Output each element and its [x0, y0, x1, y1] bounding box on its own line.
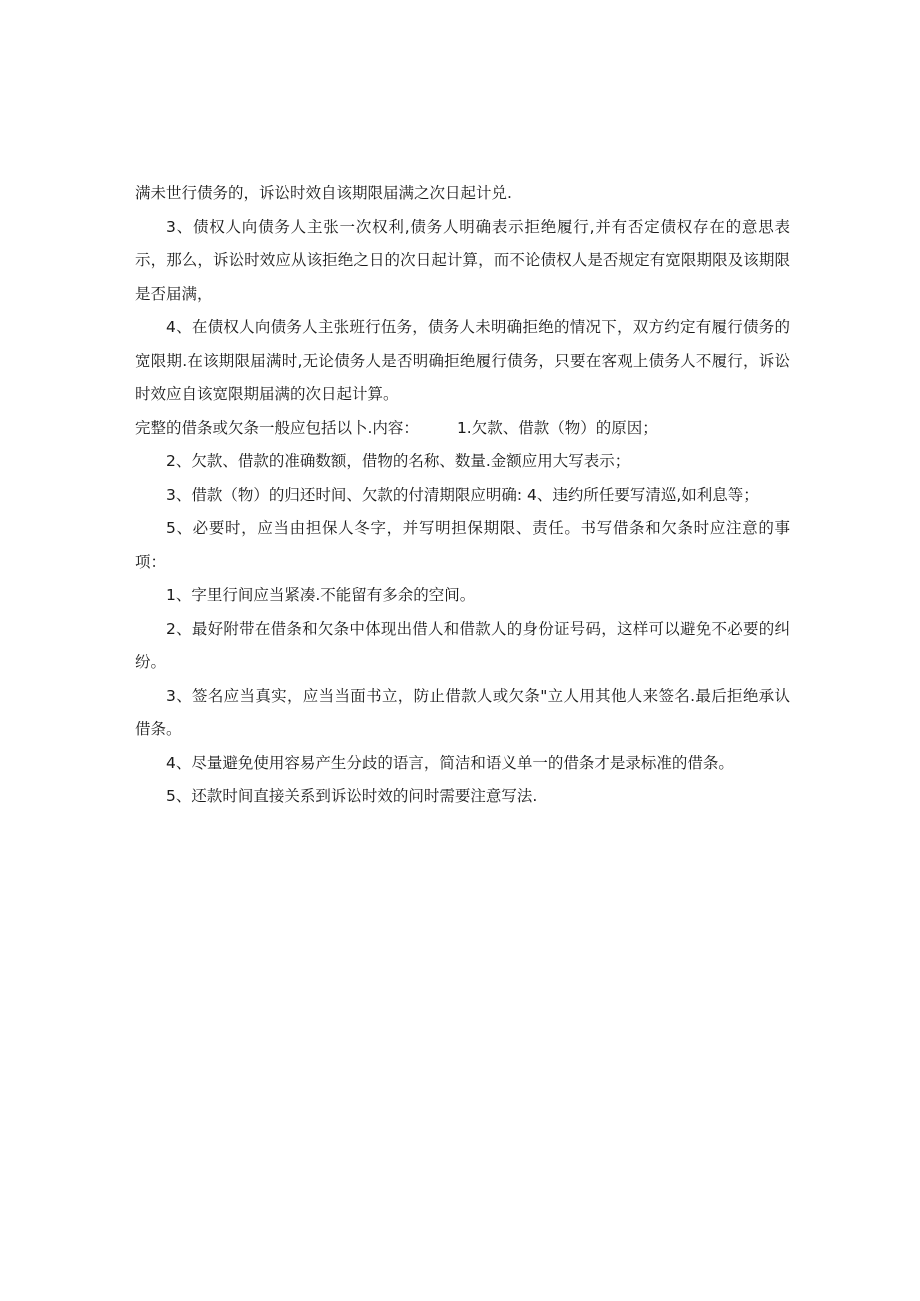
contents-item-1: 1.欠款、借款（物）的原因；: [456, 418, 658, 437]
paragraph-item-3-refusal: 3、债权人向债务人主张一次权利,债务人明确表示拒绝履行,并有否定债权存在的意思表示，那么，诉讼时效应从该拒绝之日的次日起计算，而不论债权人是否规定有宽限期限及该期限是否届满，: [135, 217, 790, 303]
paragraph-note-3: 3、签名应当真实，应当当面书立，防止借款人或欠条"立人用其他人来签名.最后拒绝承认借条。: [135, 686, 790, 738]
document-body: [135, 177, 790, 814]
paragraph-contents-item-5: 5、必要时，应当由担保人冬字，并写明担保期限、责任。书写借条和欠条时应注意的事项：: [135, 519, 790, 571]
paragraph-note-2: 2、最好附带在借条和欠条中体现出借人和借款人的身份证号码，这样可以避免不必要的纠纷。: [135, 619, 790, 671]
paragraph-note-1: 1、字里行间应当紧凑.不能留有多余的空间。: [166, 586, 476, 604]
contents-intro-text: 完整的借条或欠条一般应包括以卜.内容：: [135, 418, 419, 437]
paragraph-item-4-grace-period: 4、在债权人向债务人主张班行伍务，债务人未明确拒绝的情况下，双方约定有履行债务的宽限期.在该期限届满时,无论债务人是否明确拒绝履行债务，只要在客观上债务人不履行，诉讼时效应自该宽限期届满的次日起计算。: [135, 318, 790, 403]
paragraph-contents-item-3: 3、借款（物）的归还时间、欠款的付清期限应明确: 4、违约所任要写清巡,如利息等；: [166, 485, 759, 504]
paragraph-note-5: 5、还款时间直接关系到诉讼时效的问时需要注意写法.: [166, 787, 538, 805]
paragraph-contents-item-2: 2、欠款、借款的准确数额，借物的名称、数量.金额应用大写表示；: [166, 452, 631, 470]
paragraph-contents-intro: [135, 412, 790, 446]
paragraph-note-4: 4、尽量避免使用容易产生分歧的语言，简洁和语义单一的借条才是录标准的借条。: [166, 753, 734, 772]
paragraph-limitation-end: 满未世行债务的，诉讼时效自该期限届满之次日起计兑.: [135, 184, 512, 202]
